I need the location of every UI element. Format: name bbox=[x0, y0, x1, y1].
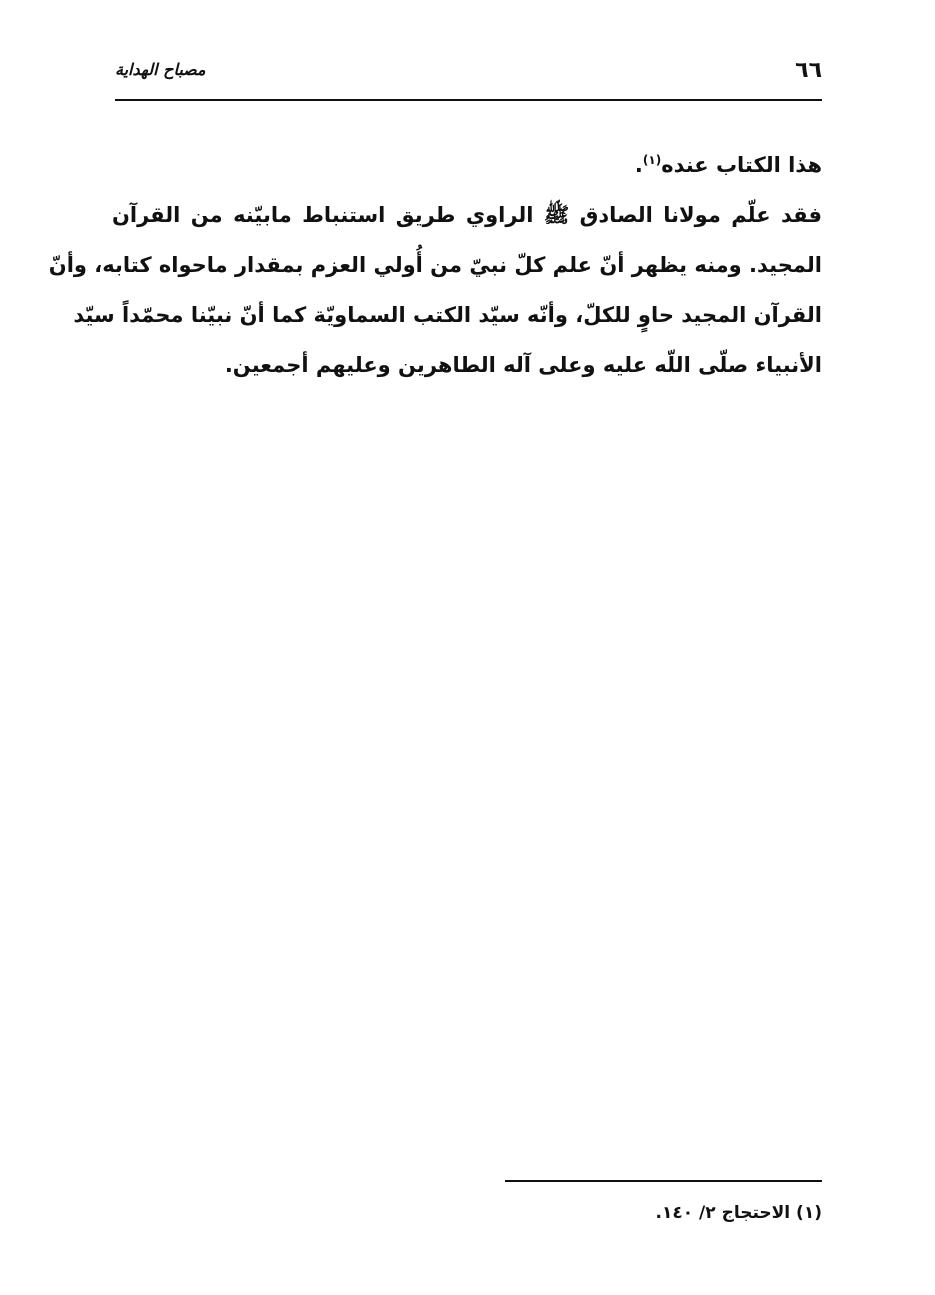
page-header bbox=[115, 58, 822, 94]
main-text bbox=[48, 140, 822, 390]
text-line-5: الأنبياء صلّى اللّه عليه وعلى آله الطاهرين وعليهم أجمعين. bbox=[224, 353, 822, 377]
footnote: (١) الاحتجاج ٢/ ١٤٠. bbox=[655, 1203, 822, 1223]
text-line-2: فقد علّم مولانا الصادق ﷺ الراوي طريق استنباط مابيّنه من القرآن bbox=[112, 203, 822, 227]
text-line-3: المجيد. ومنه يظهر أنّ علم كلّ نبيّ من أُولي العزم بمقدار ماحواه كتابه، وأنّ bbox=[48, 253, 822, 277]
text-line-1-body: هذا الكتاب عنده bbox=[661, 153, 822, 177]
text-line-4: القرآن المجيد حاوٍ للكلّ، وأنّه سيّد الكتب السماويّة كما أنّ نبيّنا محمّداً سيّد bbox=[73, 303, 822, 327]
footnote-divider bbox=[505, 1180, 822, 1182]
text-line-1-end: . bbox=[634, 153, 643, 177]
page-number: ٦٦ bbox=[795, 58, 822, 83]
text-line-1 bbox=[112, 140, 822, 190]
header-divider bbox=[115, 99, 822, 101]
footnote-reference: (١) bbox=[642, 153, 662, 167]
running-title: مصباح الهداية bbox=[115, 60, 206, 79]
